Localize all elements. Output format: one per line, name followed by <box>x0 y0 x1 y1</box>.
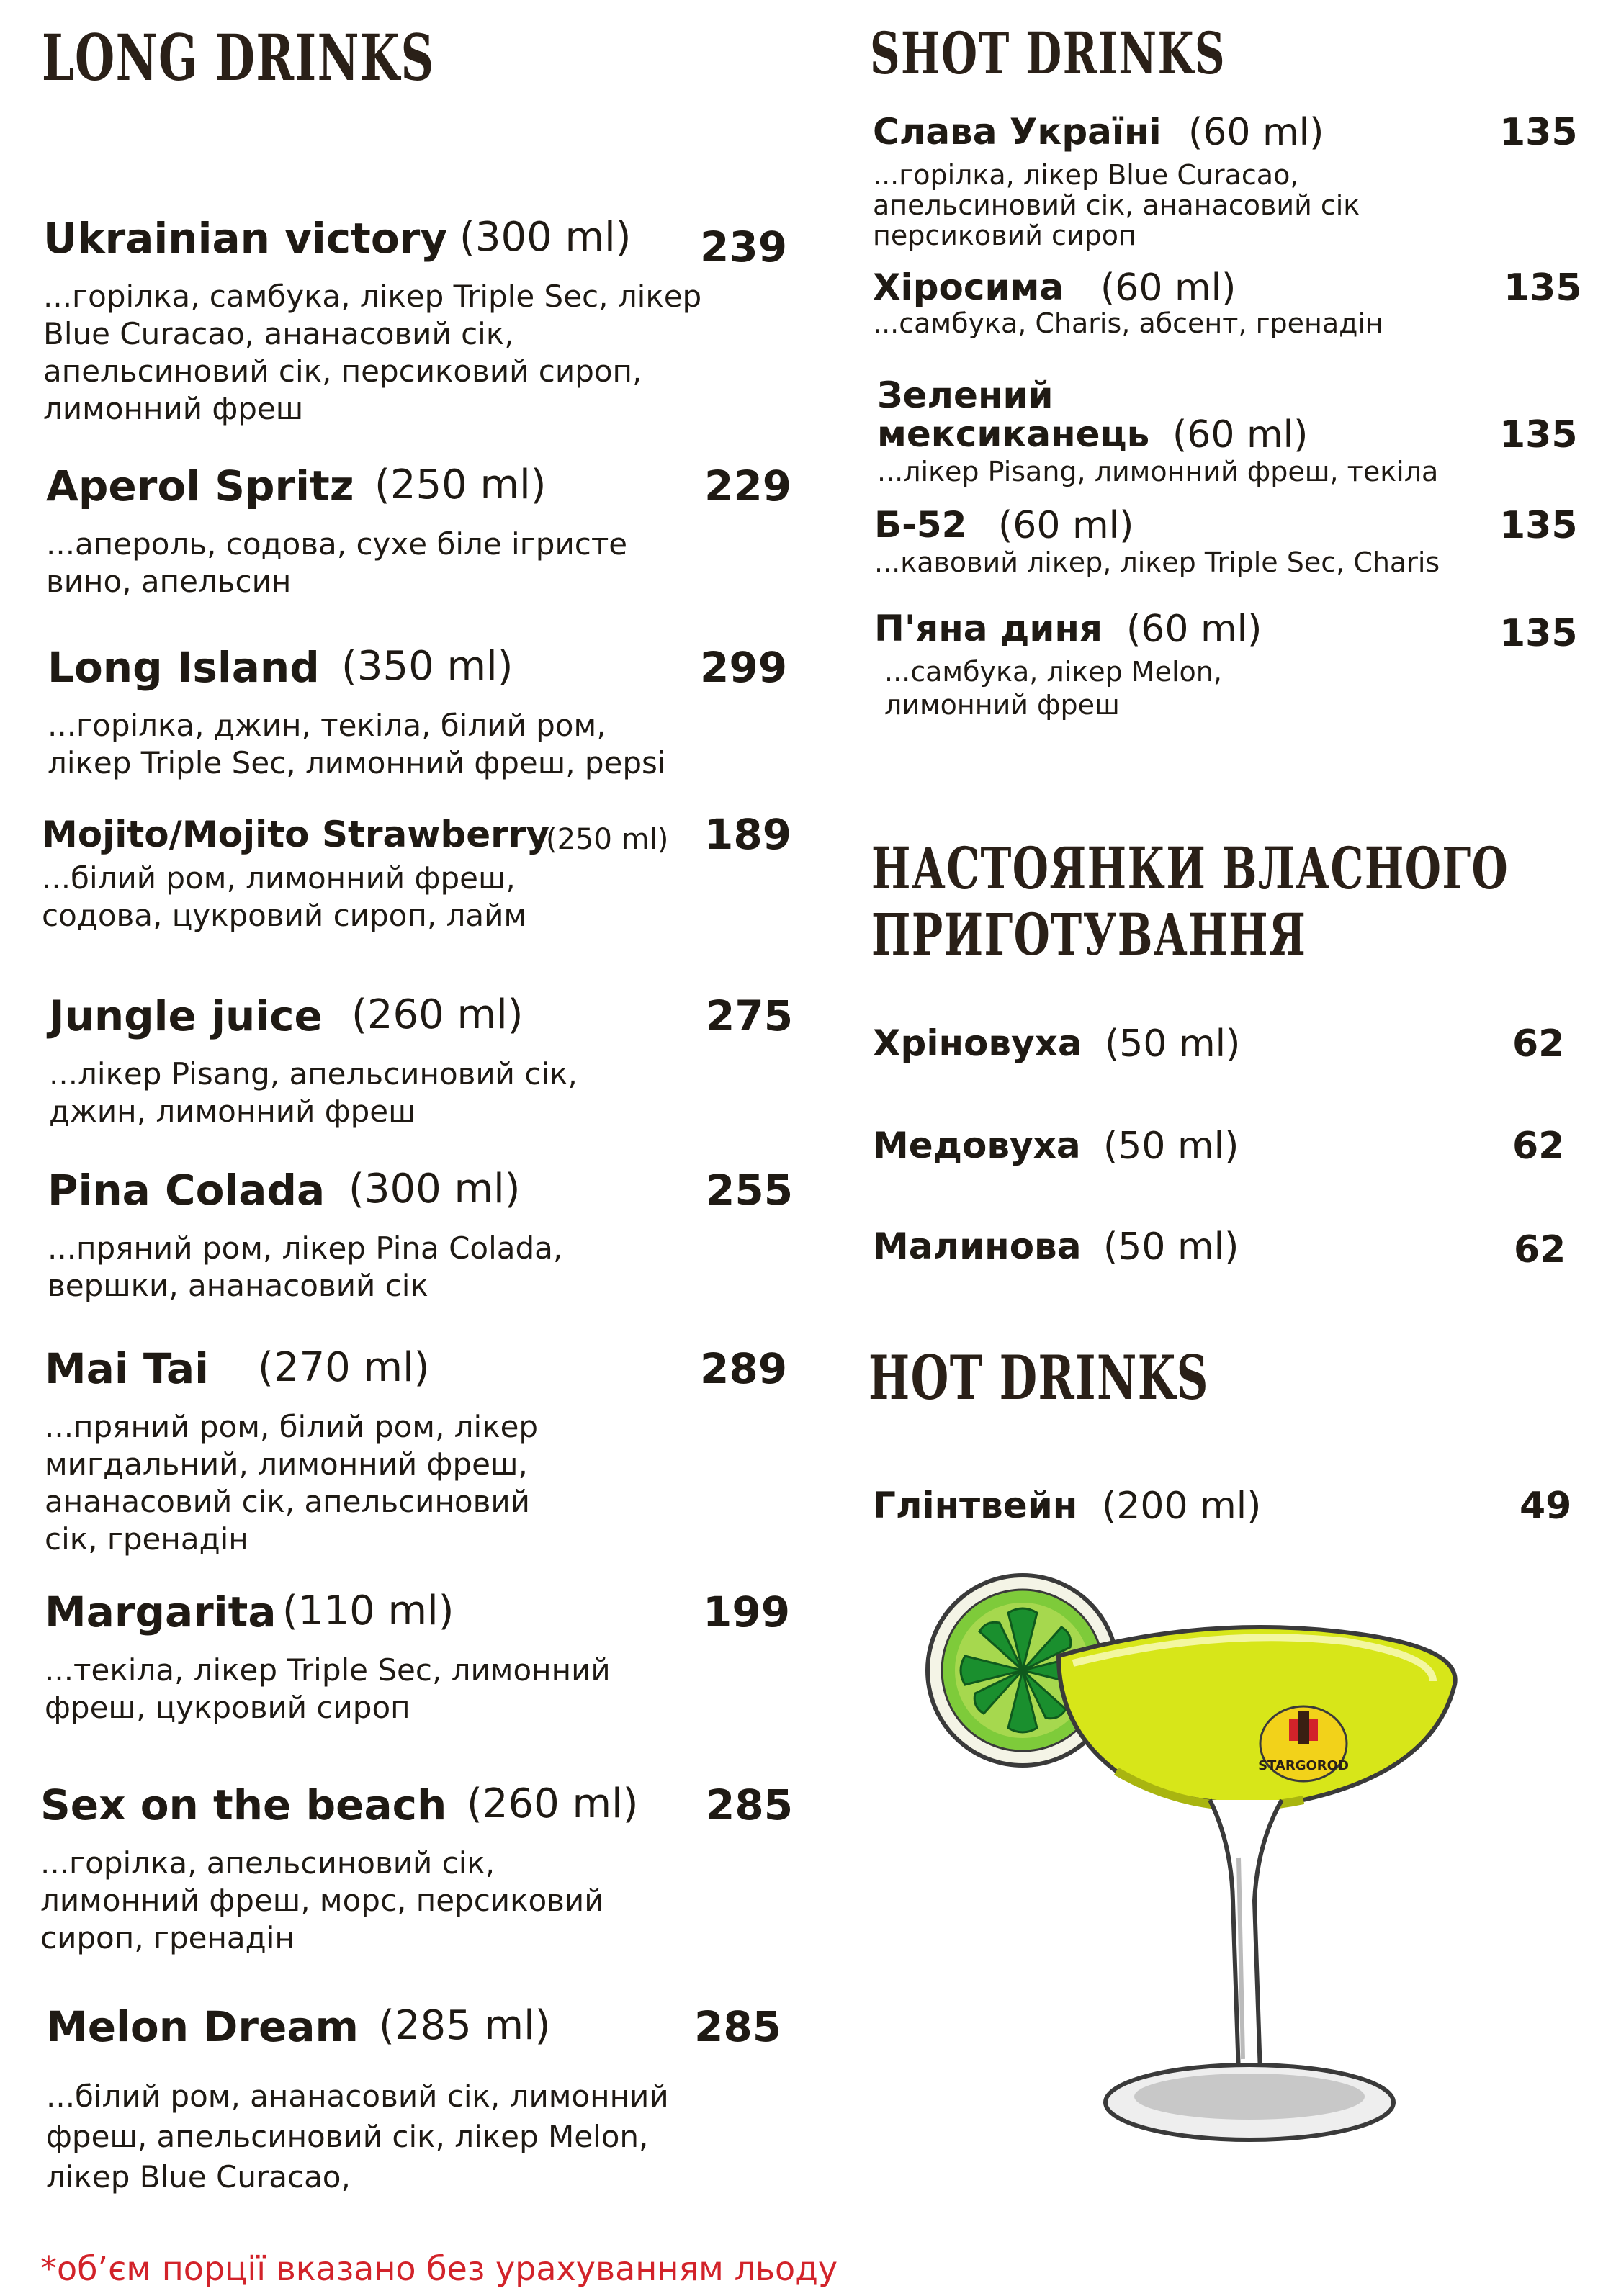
glass-bowl <box>1059 1627 1455 1806</box>
item-price: 189 <box>704 810 792 859</box>
item-name: Pina Colada <box>48 1166 326 1215</box>
item-volume: (260 ml) <box>467 1780 639 1827</box>
menu-item <box>49 991 812 1130</box>
item-name: Melon Dream <box>46 2002 359 2051</box>
item-name: Long Island <box>48 643 320 692</box>
item-description: ...лікер Pisang, лимонний фреш, текіла <box>877 456 1439 487</box>
item-volume: (60 ml) <box>1172 413 1308 456</box>
item-volume: (285 ml) <box>379 2002 551 2049</box>
item-volume: (50 ml) <box>1105 1022 1241 1066</box>
item-volume: (60 ml) <box>1126 608 1262 651</box>
menu-item <box>873 1225 1579 1271</box>
item-name: Mojito/Mojito Strawberry <box>42 814 550 855</box>
item-price: 135 <box>1499 612 1578 655</box>
item-volume: (60 ml) <box>998 504 1134 547</box>
footnote: *об’єм порції вказано без урахуванням льоду <box>40 2249 838 2288</box>
item-description: ...горілка, джин, текіла, білий ром, лікер Triple Sec, лимонний фреш, pepsi <box>48 708 666 780</box>
item-price: 285 <box>694 2002 782 2051</box>
item-name: Margarita <box>45 1588 277 1637</box>
menu-item <box>877 374 1583 487</box>
item-name: Mai Tai <box>45 1344 210 1393</box>
menu-item <box>873 266 1582 339</box>
item-name: Слава Україні <box>873 111 1162 153</box>
long-drinks-title: LONG DRINKS <box>42 20 435 95</box>
menu-item <box>873 111 1579 251</box>
item-price: 275 <box>706 991 794 1040</box>
item-description: ...білий ром, лимонний фреш, содова, цукровий сироп, лайм <box>42 860 527 933</box>
item-name: Глінтвейн <box>873 1485 1078 1526</box>
item-name: Малинова <box>873 1225 1082 1267</box>
item-price: 289 <box>700 1344 788 1393</box>
item-name-line1: Зелений <box>877 374 1054 416</box>
item-price: 62 <box>1512 1125 1565 1168</box>
item-description: ...горілка, лікер Blue Curacao, апельсиновий сік, ананасовий сік персиковий сироп <box>873 159 1360 251</box>
item-description: ...самбука, лікер Melon, лимонний фреш <box>884 656 1222 721</box>
menu-item <box>46 462 809 600</box>
margarita-glass-illustration <box>900 1555 1520 2174</box>
item-name: мексиканець <box>877 413 1150 455</box>
item-description: ...білий ром, ананасовий сік, лимонний фреш, апельсиновий сік, лікер Melon, лікер Blue Curacao, <box>46 2079 669 2194</box>
item-description: ...лікер Pisang, апельсиновий сік, джин, лимонний фреш <box>49 1056 578 1129</box>
hot-drinks-title: HOT DRINKS <box>868 1342 1209 1413</box>
badge-label: STARGOROD <box>1258 1758 1349 1773</box>
tinctures-title-line1: НАСТОЯНКИ ВЛАСНОГО <box>871 834 1509 902</box>
item-volume: (270 ml) <box>258 1344 430 1391</box>
item-price: 135 <box>1499 111 1578 154</box>
item-price: 62 <box>1512 1022 1565 1066</box>
menu-item <box>40 1780 804 1957</box>
item-price: 49 <box>1520 1485 1572 1528</box>
item-price: 255 <box>706 1166 794 1215</box>
menu-item <box>874 608 1580 721</box>
item-volume: (50 ml) <box>1103 1125 1239 1168</box>
menu-item <box>45 1588 808 1726</box>
menu-item <box>45 1344 808 1558</box>
item-volume: (60 ml) <box>1100 266 1236 310</box>
menu-item <box>874 504 1580 578</box>
item-name: Sex on the beach <box>40 1780 447 1829</box>
menu-item <box>873 1022 1579 1068</box>
glass-base <box>1105 2065 1393 2140</box>
item-name: Ukrainian victory <box>43 214 448 263</box>
item-description: ...апероль, содова, сухе біле ігристе вино, апельсин <box>46 526 628 599</box>
item-description: ...самбука, Charis, абсент, гренадін <box>873 307 1383 339</box>
item-name: Б-52 <box>874 504 967 546</box>
item-description: ...горілка, самбука, лікер Triple Sec, лікер Blue Curacao, ананасовий сік, апельсиновий сік, персиковий сироп, лимонний фреш <box>43 279 702 426</box>
item-description: ...горілка, апельсиновий сік, лимонний фреш, морс, персиковий сироп, гренадін <box>40 1845 604 1955</box>
item-price: 62 <box>1514 1228 1566 1271</box>
item-name: П'яна диня <box>874 608 1103 649</box>
item-volume: (110 ml) <box>282 1588 454 1634</box>
item-price: 285 <box>706 1780 794 1829</box>
menu-item <box>873 1487 1579 1531</box>
item-volume: (260 ml) <box>351 991 524 1038</box>
item-volume: (250 ml) <box>546 823 669 856</box>
item-name: Хіросима <box>873 266 1064 308</box>
item-volume: (60 ml) <box>1188 111 1324 154</box>
menu-item <box>42 810 805 935</box>
item-description: ...пряний ром, білий ром, лікер мигдальний, лимонний фреш, ананасовий сік, апельсиновий сік, гренадін <box>45 1409 539 1557</box>
stargorod-badge <box>1258 1706 1349 1781</box>
menu-item <box>46 2002 809 2197</box>
item-description: ...кавовий лікер, лікер Triple Sec, Charis <box>874 546 1440 578</box>
item-description: ...пряний ром, лікер Pina Colada, вершки, ананасовий сік <box>48 1230 563 1303</box>
item-name: Aperol Spritz <box>46 462 354 510</box>
menu-item <box>48 643 811 782</box>
item-volume: (50 ml) <box>1103 1225 1239 1269</box>
item-volume: (350 ml) <box>341 643 513 690</box>
item-price: 239 <box>700 222 788 271</box>
menu-item <box>43 214 807 428</box>
item-price: 135 <box>1499 504 1578 547</box>
shot-drinks-title: SHOT DRINKS <box>870 19 1226 87</box>
item-volume: (300 ml) <box>459 214 632 261</box>
item-description: ...текіла, лікер Triple Sec, лимонний фреш, цукровий сироп <box>45 1652 611 1725</box>
glass-stem <box>1210 1800 1282 2074</box>
item-price: 135 <box>1499 413 1578 456</box>
menu-item <box>48 1166 811 1305</box>
tinctures-title-line2: ПРИГОТУВАННЯ <box>871 901 1307 968</box>
item-price: 229 <box>704 462 792 510</box>
item-volume: (200 ml) <box>1102 1485 1262 1528</box>
item-volume: (250 ml) <box>374 462 547 508</box>
item-name: Хріновуха <box>873 1022 1082 1064</box>
item-price: 135 <box>1504 266 1582 310</box>
item-price: 199 <box>703 1588 791 1637</box>
menu-item <box>873 1127 1579 1171</box>
item-name: Медовуха <box>873 1125 1081 1166</box>
item-price: 299 <box>700 643 788 692</box>
item-volume: (300 ml) <box>349 1166 521 1212</box>
item-name: Jungle juice <box>49 991 323 1040</box>
